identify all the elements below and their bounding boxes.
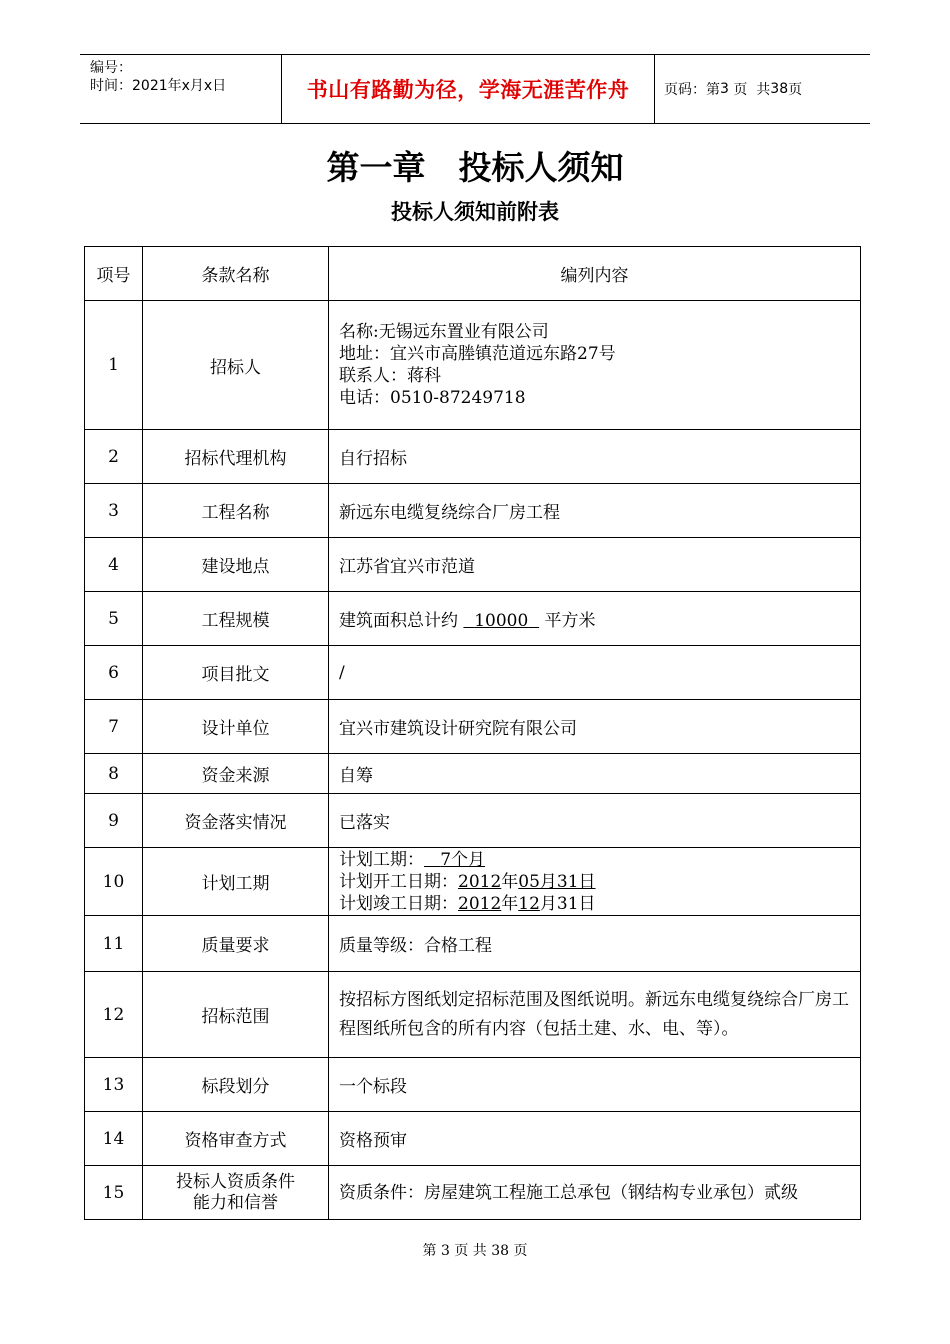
content-line: 地址：宜兴市高塍镇范道远东路27号 xyxy=(339,344,616,364)
footer-total-pages: 38 xyxy=(491,1243,510,1259)
start-year: 2012 xyxy=(458,871,502,892)
duration-value: 7个月 xyxy=(440,849,486,870)
row-content: 资格预审 xyxy=(329,1112,861,1166)
row-name: 招标人 xyxy=(143,301,329,430)
header-cell-no: 项号 xyxy=(85,247,143,301)
row-number: 3 xyxy=(85,484,143,538)
row-name: 资金来源 xyxy=(143,754,329,794)
row-number: 13 xyxy=(85,1058,143,1112)
row-content: 江苏省宜兴市范道 xyxy=(329,538,861,592)
row-number: 5 xyxy=(85,592,143,646)
row-name: 招标范围 xyxy=(143,972,329,1058)
scale-value xyxy=(463,611,539,631)
row-number: 14 xyxy=(85,1112,143,1166)
row-name: 资金落实情况 xyxy=(143,794,329,848)
row-name: 项目批文 xyxy=(143,646,329,700)
content-line: 电话：0510-87249718 xyxy=(339,388,526,408)
row-content: 资质条件：房屋建筑工程施工总承包（钢结构专业承包）贰级 xyxy=(329,1166,861,1220)
table-row xyxy=(85,794,861,848)
header-page-unit: 页 共 xyxy=(733,82,771,98)
header-number-label: 编号： xyxy=(90,60,132,76)
header-cell-content: 编列内容 xyxy=(329,247,861,301)
row-content: 自行招标 xyxy=(329,430,861,484)
table-row xyxy=(85,592,861,646)
start-month-day: 05月31日 xyxy=(518,871,596,892)
row-content xyxy=(329,848,861,916)
row-content: 一个标段 xyxy=(329,1058,861,1112)
header-page-number xyxy=(664,55,802,123)
row-content xyxy=(329,301,861,430)
header-divider xyxy=(654,55,655,123)
row-name: 资格审查方式 xyxy=(143,1112,329,1166)
row-content: 按招标方图纸划定招标范围及图纸说明。新远东电缆复绕综合厂房工程图纸所包含的所有内容（包括土建、水、电、等）。 xyxy=(329,972,861,1058)
row-number: 8 xyxy=(85,754,143,794)
row-name: 工程规模 xyxy=(143,592,329,646)
bidder-instructions-table xyxy=(84,246,861,1220)
row-content: 宜兴市建筑设计研究院有限公司 xyxy=(329,700,861,754)
table-row xyxy=(85,1112,861,1166)
table-row xyxy=(85,538,861,592)
table-row xyxy=(85,1058,861,1112)
end-label: 计划竣工日期： xyxy=(339,893,458,914)
table-row xyxy=(85,972,861,1058)
row-name: 建设地点 xyxy=(143,538,329,592)
row-name: 标段划分 xyxy=(143,1058,329,1112)
table-row xyxy=(85,700,861,754)
duration-line xyxy=(339,849,854,871)
table-row xyxy=(85,646,861,700)
start-date-line xyxy=(339,871,854,893)
row-number: 6 xyxy=(85,646,143,700)
row-number: 7 xyxy=(85,700,143,754)
row-content xyxy=(329,592,861,646)
row-number: 15 xyxy=(85,1166,143,1220)
chapter-title: 第一章 投标人须知 xyxy=(326,148,624,187)
end-year-unit: 年 xyxy=(501,893,519,914)
table-row xyxy=(85,484,861,538)
row-content: 新远东电缆复绕综合厂房工程 xyxy=(329,484,861,538)
row-content: 已落实 xyxy=(329,794,861,848)
scale-value-text: 10000 xyxy=(474,611,529,631)
table-row xyxy=(85,754,861,794)
header-page-current: 3 xyxy=(720,81,729,97)
start-label: 计划开工日期： xyxy=(339,871,458,892)
row-name: 计划工期 xyxy=(143,848,329,916)
header-meta xyxy=(90,59,285,95)
page-header xyxy=(80,54,870,124)
row-name: 工程名称 xyxy=(143,484,329,538)
table-row xyxy=(85,301,861,430)
row-number: 2 xyxy=(85,430,143,484)
row-name: 招标代理机构 xyxy=(143,430,329,484)
table-title: 投标人须知前附表 xyxy=(391,200,559,224)
start-year-unit: 年 xyxy=(501,871,519,892)
row-name: 设计单位 xyxy=(143,700,329,754)
table-row xyxy=(85,916,861,972)
scale-prefix: 建筑面积总计约 xyxy=(339,611,458,631)
row-name xyxy=(143,1166,329,1220)
row-name-line: 投标人资质条件 xyxy=(176,1171,295,1192)
content-line: 联系人：蒋科 xyxy=(339,366,441,386)
footer-suffix: 页 xyxy=(513,1243,528,1259)
header-page-label: 页码：第 xyxy=(664,82,720,98)
footer-mid: 页 共 xyxy=(454,1243,487,1259)
row-number: 4 xyxy=(85,538,143,592)
row-number: 11 xyxy=(85,916,143,972)
row-number: 10 xyxy=(85,848,143,916)
end-month: 12 xyxy=(518,893,540,914)
end-date-line xyxy=(339,893,854,915)
footer-current-page: 3 xyxy=(440,1243,450,1259)
row-name-line: 能力和信誉 xyxy=(193,1192,278,1213)
footer-prefix: 第 xyxy=(422,1243,437,1259)
header-page-total: 38 xyxy=(770,81,789,97)
duration-label: 计划工期： xyxy=(339,849,424,870)
header-motto: 书山有路勤为径，学海无涯苦作舟 xyxy=(306,78,630,102)
row-content: / xyxy=(329,646,861,700)
header-time-label: 时间：2021年x月x日 xyxy=(90,78,227,94)
row-name: 质量要求 xyxy=(143,916,329,972)
end-rest: 月31日 xyxy=(539,893,596,914)
header-page-suffix: 页 xyxy=(788,82,803,98)
row-content: 自筹 xyxy=(329,754,861,794)
row-content: 质量等级：合格工程 xyxy=(329,916,861,972)
content-line: 名称:无锡远东置业有限公司 xyxy=(339,322,549,342)
table-row xyxy=(85,848,861,916)
row-number: 1 xyxy=(85,301,143,430)
row-number: 9 xyxy=(85,794,143,848)
scale-suffix: 平方米 xyxy=(544,611,596,631)
row-number: 12 xyxy=(85,972,143,1058)
table-row xyxy=(85,430,861,484)
header-cell-name: 条款名称 xyxy=(143,247,329,301)
table-header-row xyxy=(85,247,861,301)
page-footer xyxy=(0,1240,950,1260)
table-row xyxy=(85,1166,861,1220)
end-year: 2012 xyxy=(458,893,502,914)
